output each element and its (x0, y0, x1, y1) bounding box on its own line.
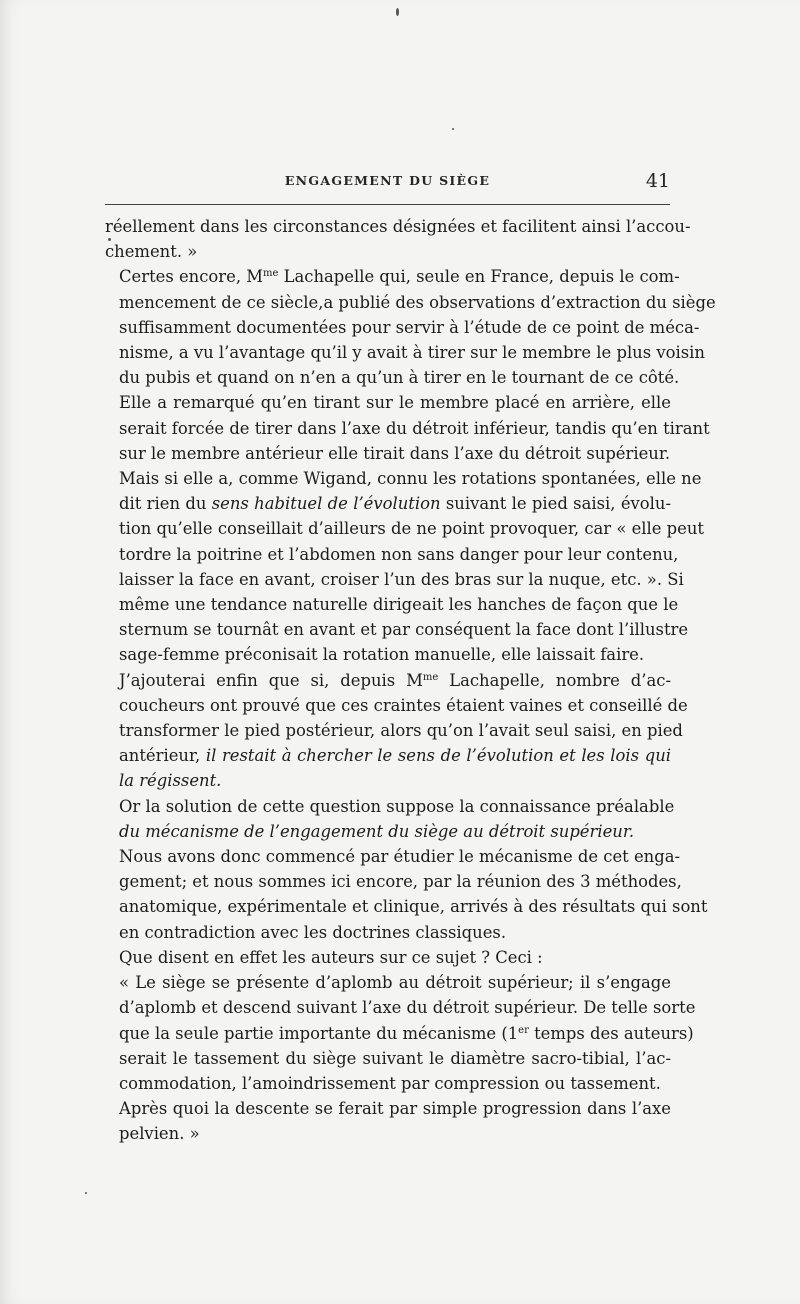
text-run: Certes encore, M (119, 267, 264, 287)
text-run: réellement dans les circonstances désignées et facilitent ainsi l’accou- (105, 217, 691, 236)
text-run: serait le tassement du siège suivant le diamètre sacro-tibial, l’ac- (119, 1048, 671, 1068)
text-line (105, 718, 683, 743)
paper-speck (396, 8, 399, 16)
text-run: Lachapelle, nombre d’ac- (438, 670, 671, 690)
text-run: anatomique, expérimentale et clinique, arrivés à des résultats qui sont (119, 897, 708, 917)
paragraph (105, 264, 716, 390)
paragraph (105, 945, 671, 970)
text-run: temps des auteurs) (528, 1023, 694, 1043)
text-run: Que disent en effet les auteurs sur ce sujet ? Ceci : (119, 947, 543, 967)
text-run: antérieur, (119, 746, 206, 766)
text-line (105, 441, 671, 466)
text-line (105, 390, 671, 415)
text-run: commodation, l’amoindrissement par compression ou tassement. (119, 1073, 661, 1093)
text-line (105, 340, 705, 365)
text-run: Nous avons donc commencé par étudier le mécanisme de cet enga- (119, 847, 681, 867)
text-run: d’aplomb et descend suivant l’axe du détroit supérieur. De telle sorte (119, 998, 696, 1018)
text-line (105, 869, 682, 894)
text-line (105, 794, 675, 819)
text-line (105, 1021, 694, 1046)
text-line (105, 945, 671, 970)
paragraph (105, 844, 708, 945)
text-line (105, 768, 671, 793)
text-run: laisser la face en avant, croiser l’un des bras sur la nuque, etc. ». Si (119, 569, 684, 589)
text-run: tion qu’elle conseillait d’ailleurs de ne point provoquer, car « elle peut (119, 519, 704, 539)
text-line (105, 668, 671, 693)
text-line (105, 264, 680, 289)
text-line (105, 819, 671, 844)
text-line (105, 894, 708, 919)
superscript: me (422, 671, 439, 683)
italic-run: sens habituel de l’évolution (211, 494, 441, 514)
paragraph (105, 794, 675, 844)
paragraph (105, 1096, 671, 1146)
text-line (105, 214, 691, 239)
text-run: même une tendance naturelle dirigeait les hanches de façon que le (119, 595, 679, 615)
paragraph (105, 466, 704, 668)
header-rule (105, 204, 670, 205)
text-line (105, 542, 679, 567)
text-line (105, 1046, 671, 1071)
text-run: sur le membre antérieur elle tirait dans l’axe du détroit supérieur. (119, 443, 671, 463)
text-run: nisme, a vu l’avantage qu’il y avait à tirer sur le membre le plus voisin (119, 343, 705, 363)
text-line (105, 365, 680, 390)
text-run: Lachapelle qui, seule en France, depuis le com- (278, 267, 680, 287)
text-run: mencement de ce siècle,a publié des observations d’extraction du siège (119, 292, 716, 312)
text-line (105, 617, 689, 642)
text-line (105, 567, 684, 592)
italic-run: il restait à chercher le sens de l’évolution et les lois qui (205, 746, 671, 766)
text-line (105, 290, 716, 315)
text-line (105, 1096, 671, 1121)
text-line (105, 516, 704, 541)
text-run: Après quoi la descente se ferait par simple progression dans l’axe (119, 1099, 671, 1119)
italic-run: du mécanisme de l’engagement du siège au détroit supérieur. (119, 821, 635, 841)
paragraph (105, 214, 691, 264)
text-run: « Le siège se présente d’aplomb au détroit supérieur; il s’engage (119, 973, 671, 993)
text-run: suivant le pied saisi, évolu- (440, 494, 671, 514)
text-line (105, 995, 696, 1020)
page-header (105, 170, 670, 196)
text-line (105, 239, 671, 264)
text-line (105, 592, 679, 617)
text-run: Or la solution de cette question suppose la connaissance préalable (119, 796, 675, 816)
text-line (105, 920, 671, 945)
text-line (105, 693, 688, 718)
text-run: que la seule partie importante du mécanisme (1 (119, 1023, 519, 1043)
running-head: ENGAGEMENT DU SIÈGE (284, 173, 491, 188)
italic-run: la régissent. (119, 771, 222, 791)
superscript: er (518, 1024, 529, 1036)
text-line (105, 642, 671, 667)
text-run: sternum se tournât en avant et par conséquent la face dont l’illustre (119, 620, 689, 640)
paper-speck (85, 1192, 87, 1194)
text-line (105, 315, 700, 340)
paragraph (105, 668, 688, 794)
text-run: tordre la poitrine et l’abdomen non sans danger pour leur contenu, (119, 544, 679, 564)
text-run: transformer le pied postérieur, alors qu’on l’avait seul saisi, en pied (119, 721, 683, 741)
text-run: J’ajouterai enfin que si, depuis M (119, 670, 423, 690)
paper-speck (108, 238, 111, 241)
paper-speck (452, 128, 454, 130)
text-run: Elle a remarqué qu’en tirant sur le membre placé en arrière, elle (119, 393, 671, 413)
text-run: chement. » (105, 242, 198, 262)
superscript: me (263, 268, 279, 280)
text-run: gement; et nous sommes ici encore, par la réunion des 3 méthodes, (119, 872, 682, 892)
paragraph (105, 970, 696, 1096)
paragraph (105, 390, 710, 466)
text-line (105, 970, 671, 995)
body-text (105, 214, 716, 1147)
text-run: du pubis et quand on n’en a qu’un à tirer en le tournant de ce côté. (119, 368, 680, 388)
page-number: 41 (645, 170, 670, 192)
text-line (105, 416, 710, 441)
text-run: sage-femme préconisait la rotation manuelle, elle laissait faire. (119, 645, 645, 665)
text-run: dit rien du (119, 494, 212, 514)
text-line (105, 844, 681, 869)
text-run: suffisamment documentées pour servir à l’étude de ce point de méca- (119, 317, 700, 337)
text-run: coucheurs ont prouvé que ces craintes étaient vaines et conseillé de (119, 695, 688, 715)
text-run: Mais si elle a, comme Wigand, connu les rotations spontanées, elle ne (119, 469, 702, 489)
text-run: pelvien. » (119, 1124, 200, 1144)
text-line (105, 1071, 671, 1096)
text-line (105, 491, 671, 516)
text-run: en contradiction avec les doctrines classiques. (119, 922, 507, 942)
text-line (105, 743, 671, 768)
text-run: serait forcée de tirer dans l’axe du détroit inférieur, tandis qu’en tirant (119, 418, 710, 438)
text-line (105, 466, 702, 491)
text-line (105, 1121, 671, 1146)
